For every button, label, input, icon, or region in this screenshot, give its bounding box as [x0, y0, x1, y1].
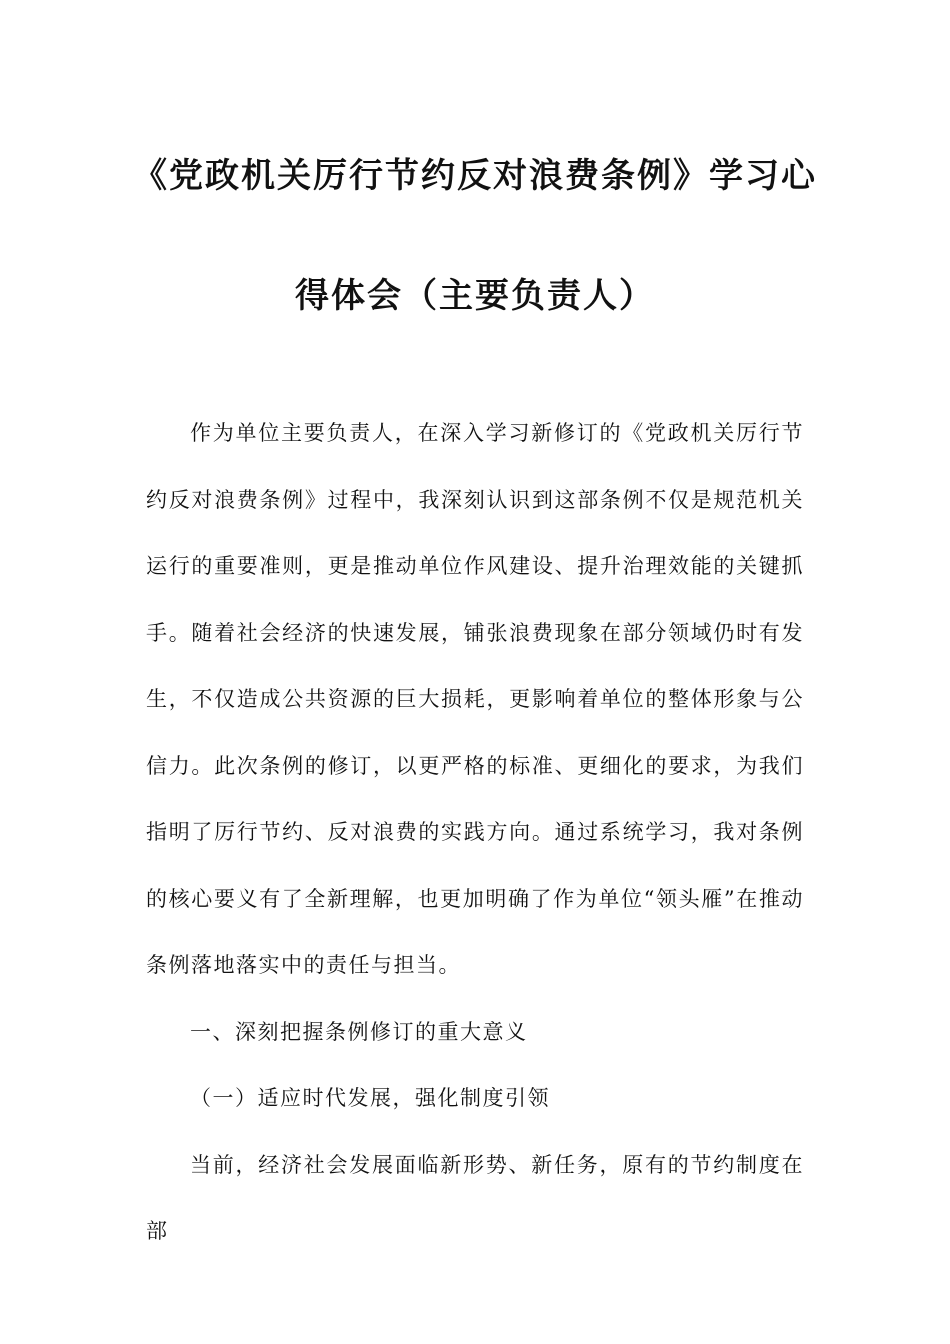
body-paragraph: 当前，经济社会发展面临新形势、新任务，原有的节约制度在部: [146, 1152, 804, 1243]
intro-paragraph: 作为单位主要负责人，在深入学习新修订的《党政机关厉行节约反对浪费条例》过程中，我深刻认识到这部条例不仅是规范机关运行的重要准则，更是推动单位作风建设、提升治理效能的关键抓手。随着社会经济的快速发展，铺张浪费现象在部分领域仍时有发生，不仅造成公共资源的巨大损耗，更影响着单位的整体形象与公信力。此次条例的修订，以更严格的标准、更细化的要求，为我们指明了厉行节约、反对浪费的实践方向。通过系统学习，我对条例的核心要义有了全新理解，也更加明确了作为单位“领头雁”在推动条例落地落实中的责任与担当。: [146, 421, 804, 977]
document-body: [146, 400, 804, 1265]
document-title-line-1: 《党政机关厉行节约反对浪费条例》学习心: [133, 156, 817, 196]
document-title-line-2: 得体会（主要负责人）: [295, 276, 655, 316]
section-heading-1: 一、深刻把握条例修订的重大意义: [190, 1019, 528, 1044]
subsection-heading-1: （一）适应时代发展，强化制度引领: [190, 1086, 550, 1110]
